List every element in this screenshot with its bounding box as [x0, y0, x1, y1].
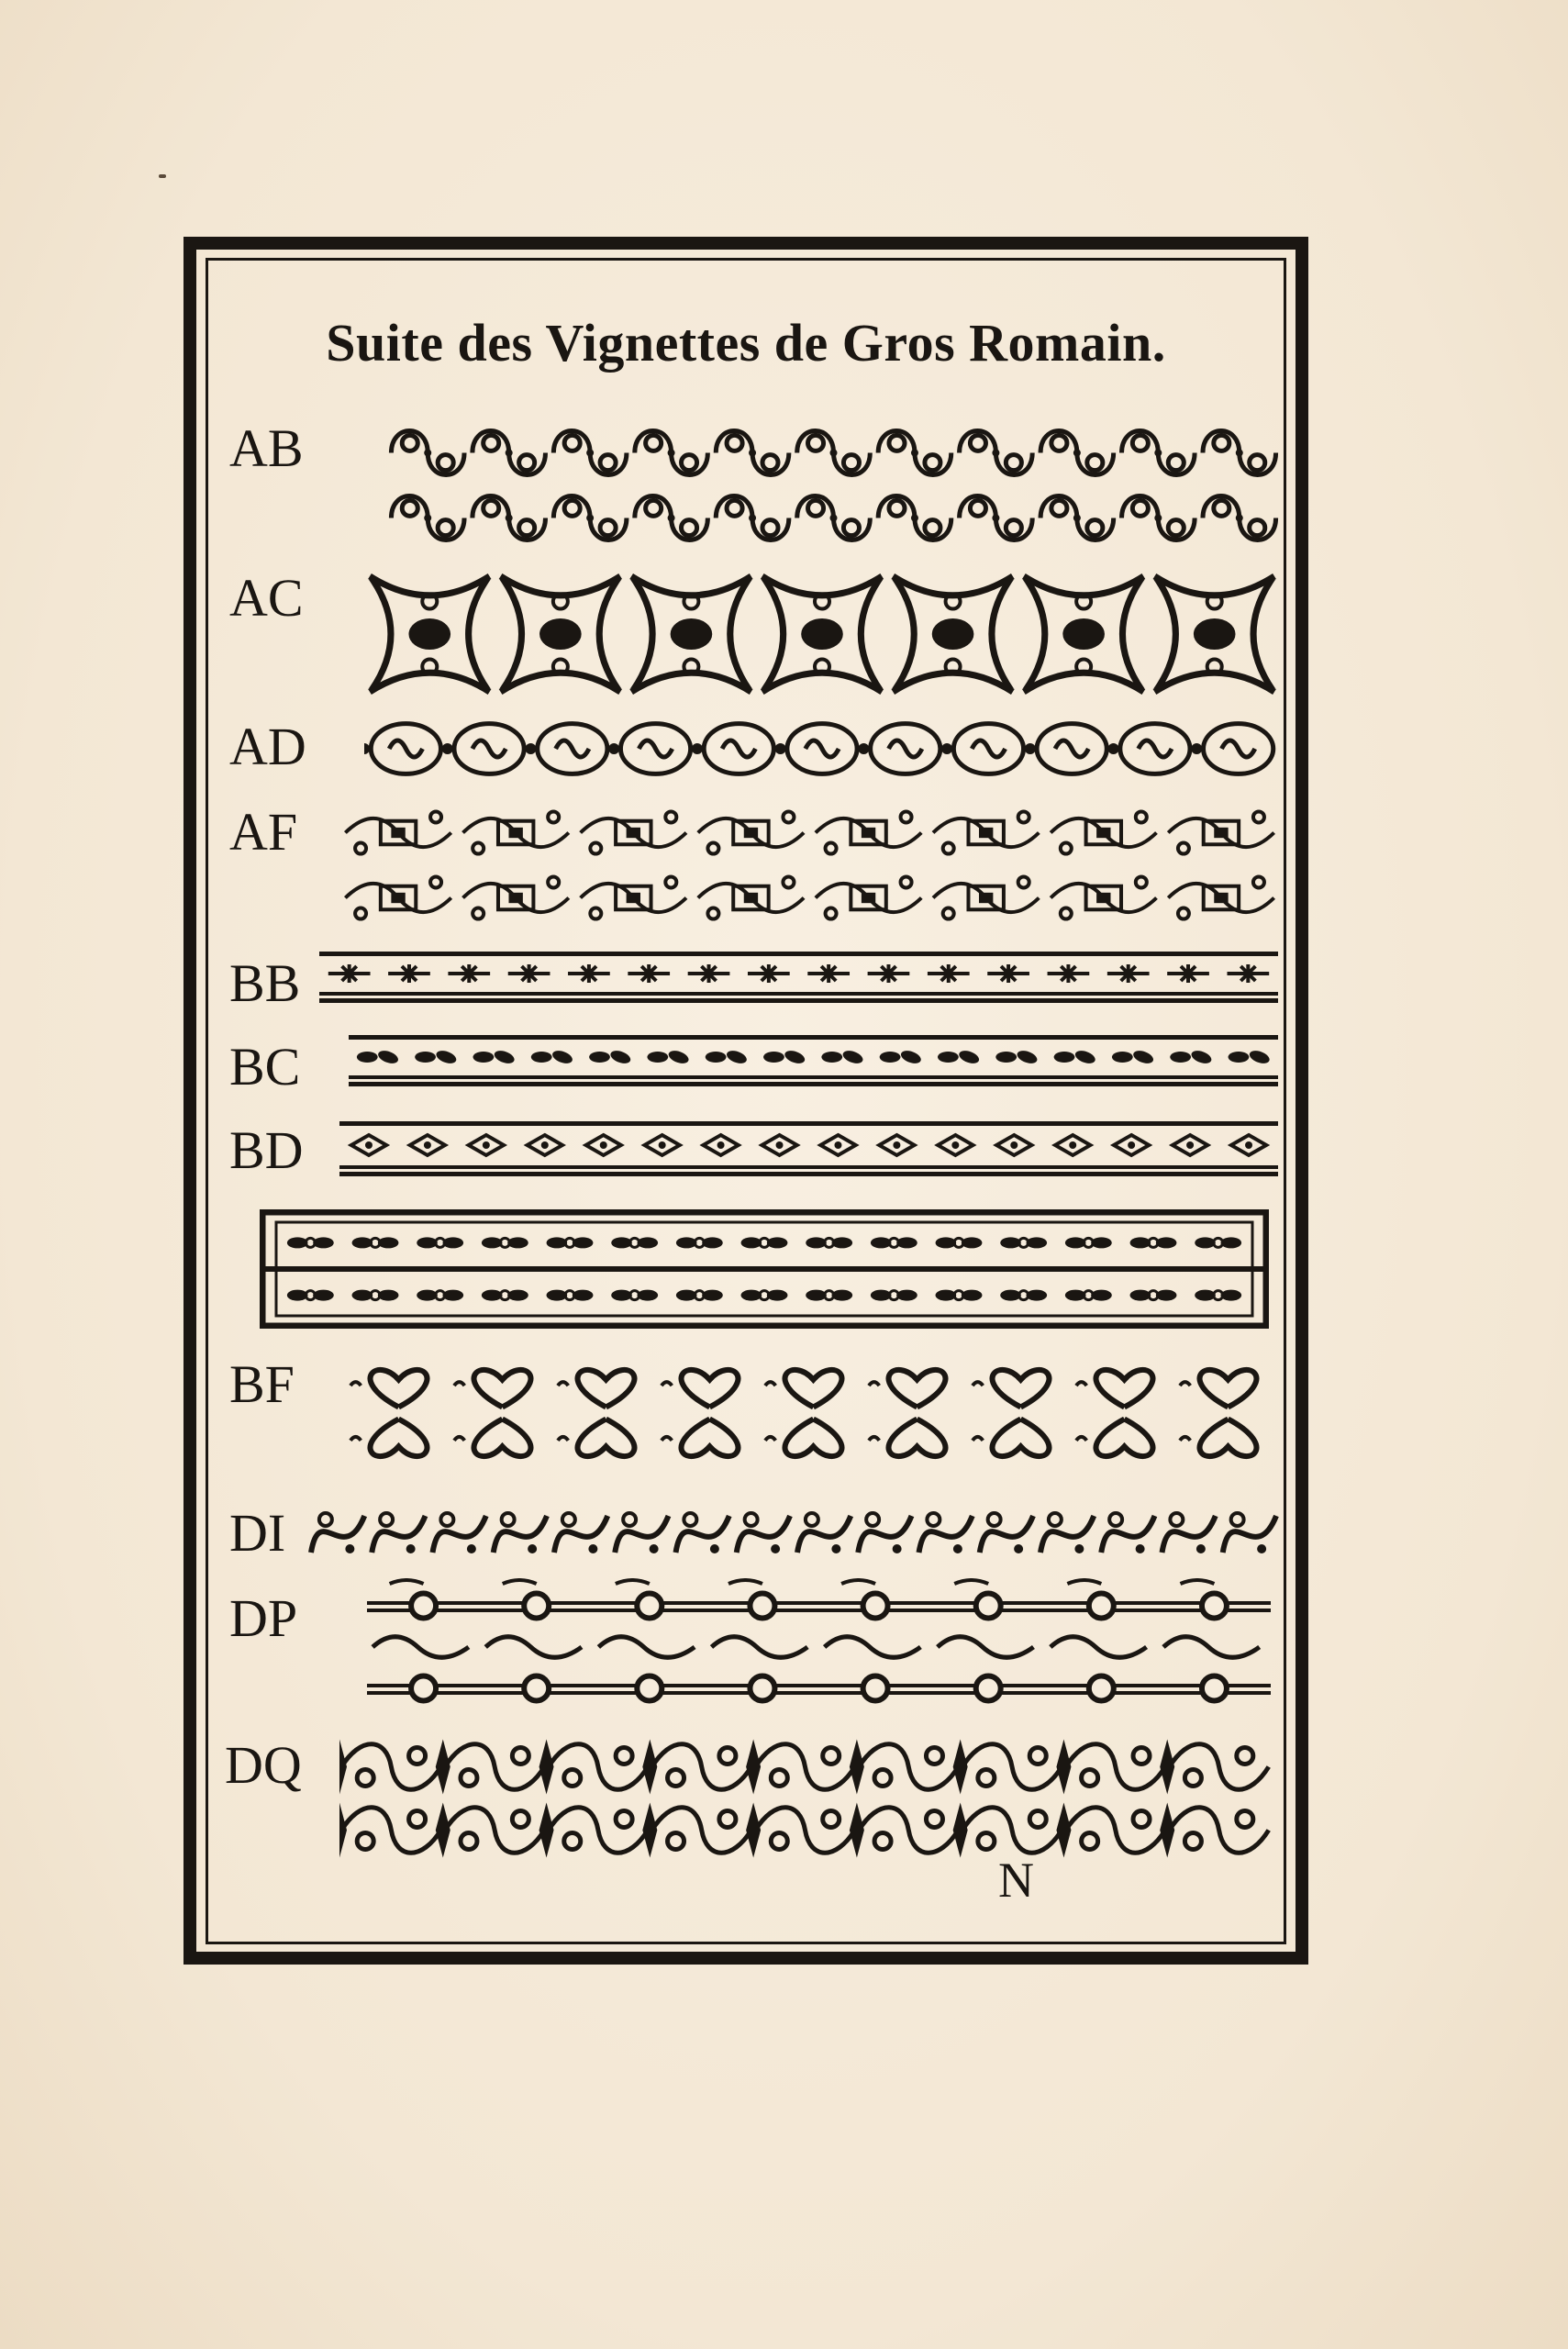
ornament-svg: [387, 420, 1280, 551]
row-label-dq: DQ: [225, 1735, 302, 1795]
ornament-svg: [260, 1209, 1269, 1329]
row-label-ac: AC: [229, 568, 304, 628]
ink-speck: [159, 174, 166, 178]
ornament-band-ac: [364, 569, 1280, 699]
ornament-band-ab: [387, 420, 1280, 551]
ornament-svg: [364, 716, 1280, 782]
row-label-dp: DP: [229, 1588, 298, 1648]
ornament-band-bc: [349, 1035, 1278, 1086]
row-label-bd: BD: [229, 1120, 304, 1180]
ornament-band-bf: [347, 1353, 1280, 1473]
folio-signature: N: [998, 1853, 1034, 1908]
ornament-band-bb: [319, 952, 1278, 1003]
row-label-ad: AD: [229, 717, 306, 776]
ornament-svg: [367, 1578, 1271, 1716]
ornament-band-bd: [339, 1121, 1278, 1176]
ornament-svg: [339, 1730, 1271, 1867]
ornament-svg: [307, 1497, 1280, 1571]
ornament-svg: [364, 569, 1280, 699]
ornament-svg: [319, 952, 1278, 1003]
ornament-svg: [339, 800, 1280, 930]
row-label-bf: BF: [229, 1354, 295, 1414]
ornament-band-di: [307, 1497, 1280, 1571]
ornament-svg: [347, 1353, 1280, 1473]
ornament-svg: [339, 1121, 1278, 1176]
ornament-band-dq: [339, 1730, 1271, 1867]
page-title: Suite des Vignettes de Gros Romain.: [326, 313, 1166, 373]
ornament-svg: [349, 1035, 1278, 1086]
row-label-af: AF: [229, 802, 298, 862]
row-label-bc: BC: [229, 1037, 301, 1097]
framed-ornament-band: [260, 1209, 1269, 1329]
row-label-di: DI: [229, 1503, 286, 1563]
ornament-band-ad: [364, 716, 1280, 782]
row-label-ab: AB: [229, 418, 304, 478]
row-label-bb: BB: [229, 953, 301, 1013]
ornament-band-dp: [367, 1578, 1271, 1716]
ornament-band-af: [339, 800, 1280, 930]
